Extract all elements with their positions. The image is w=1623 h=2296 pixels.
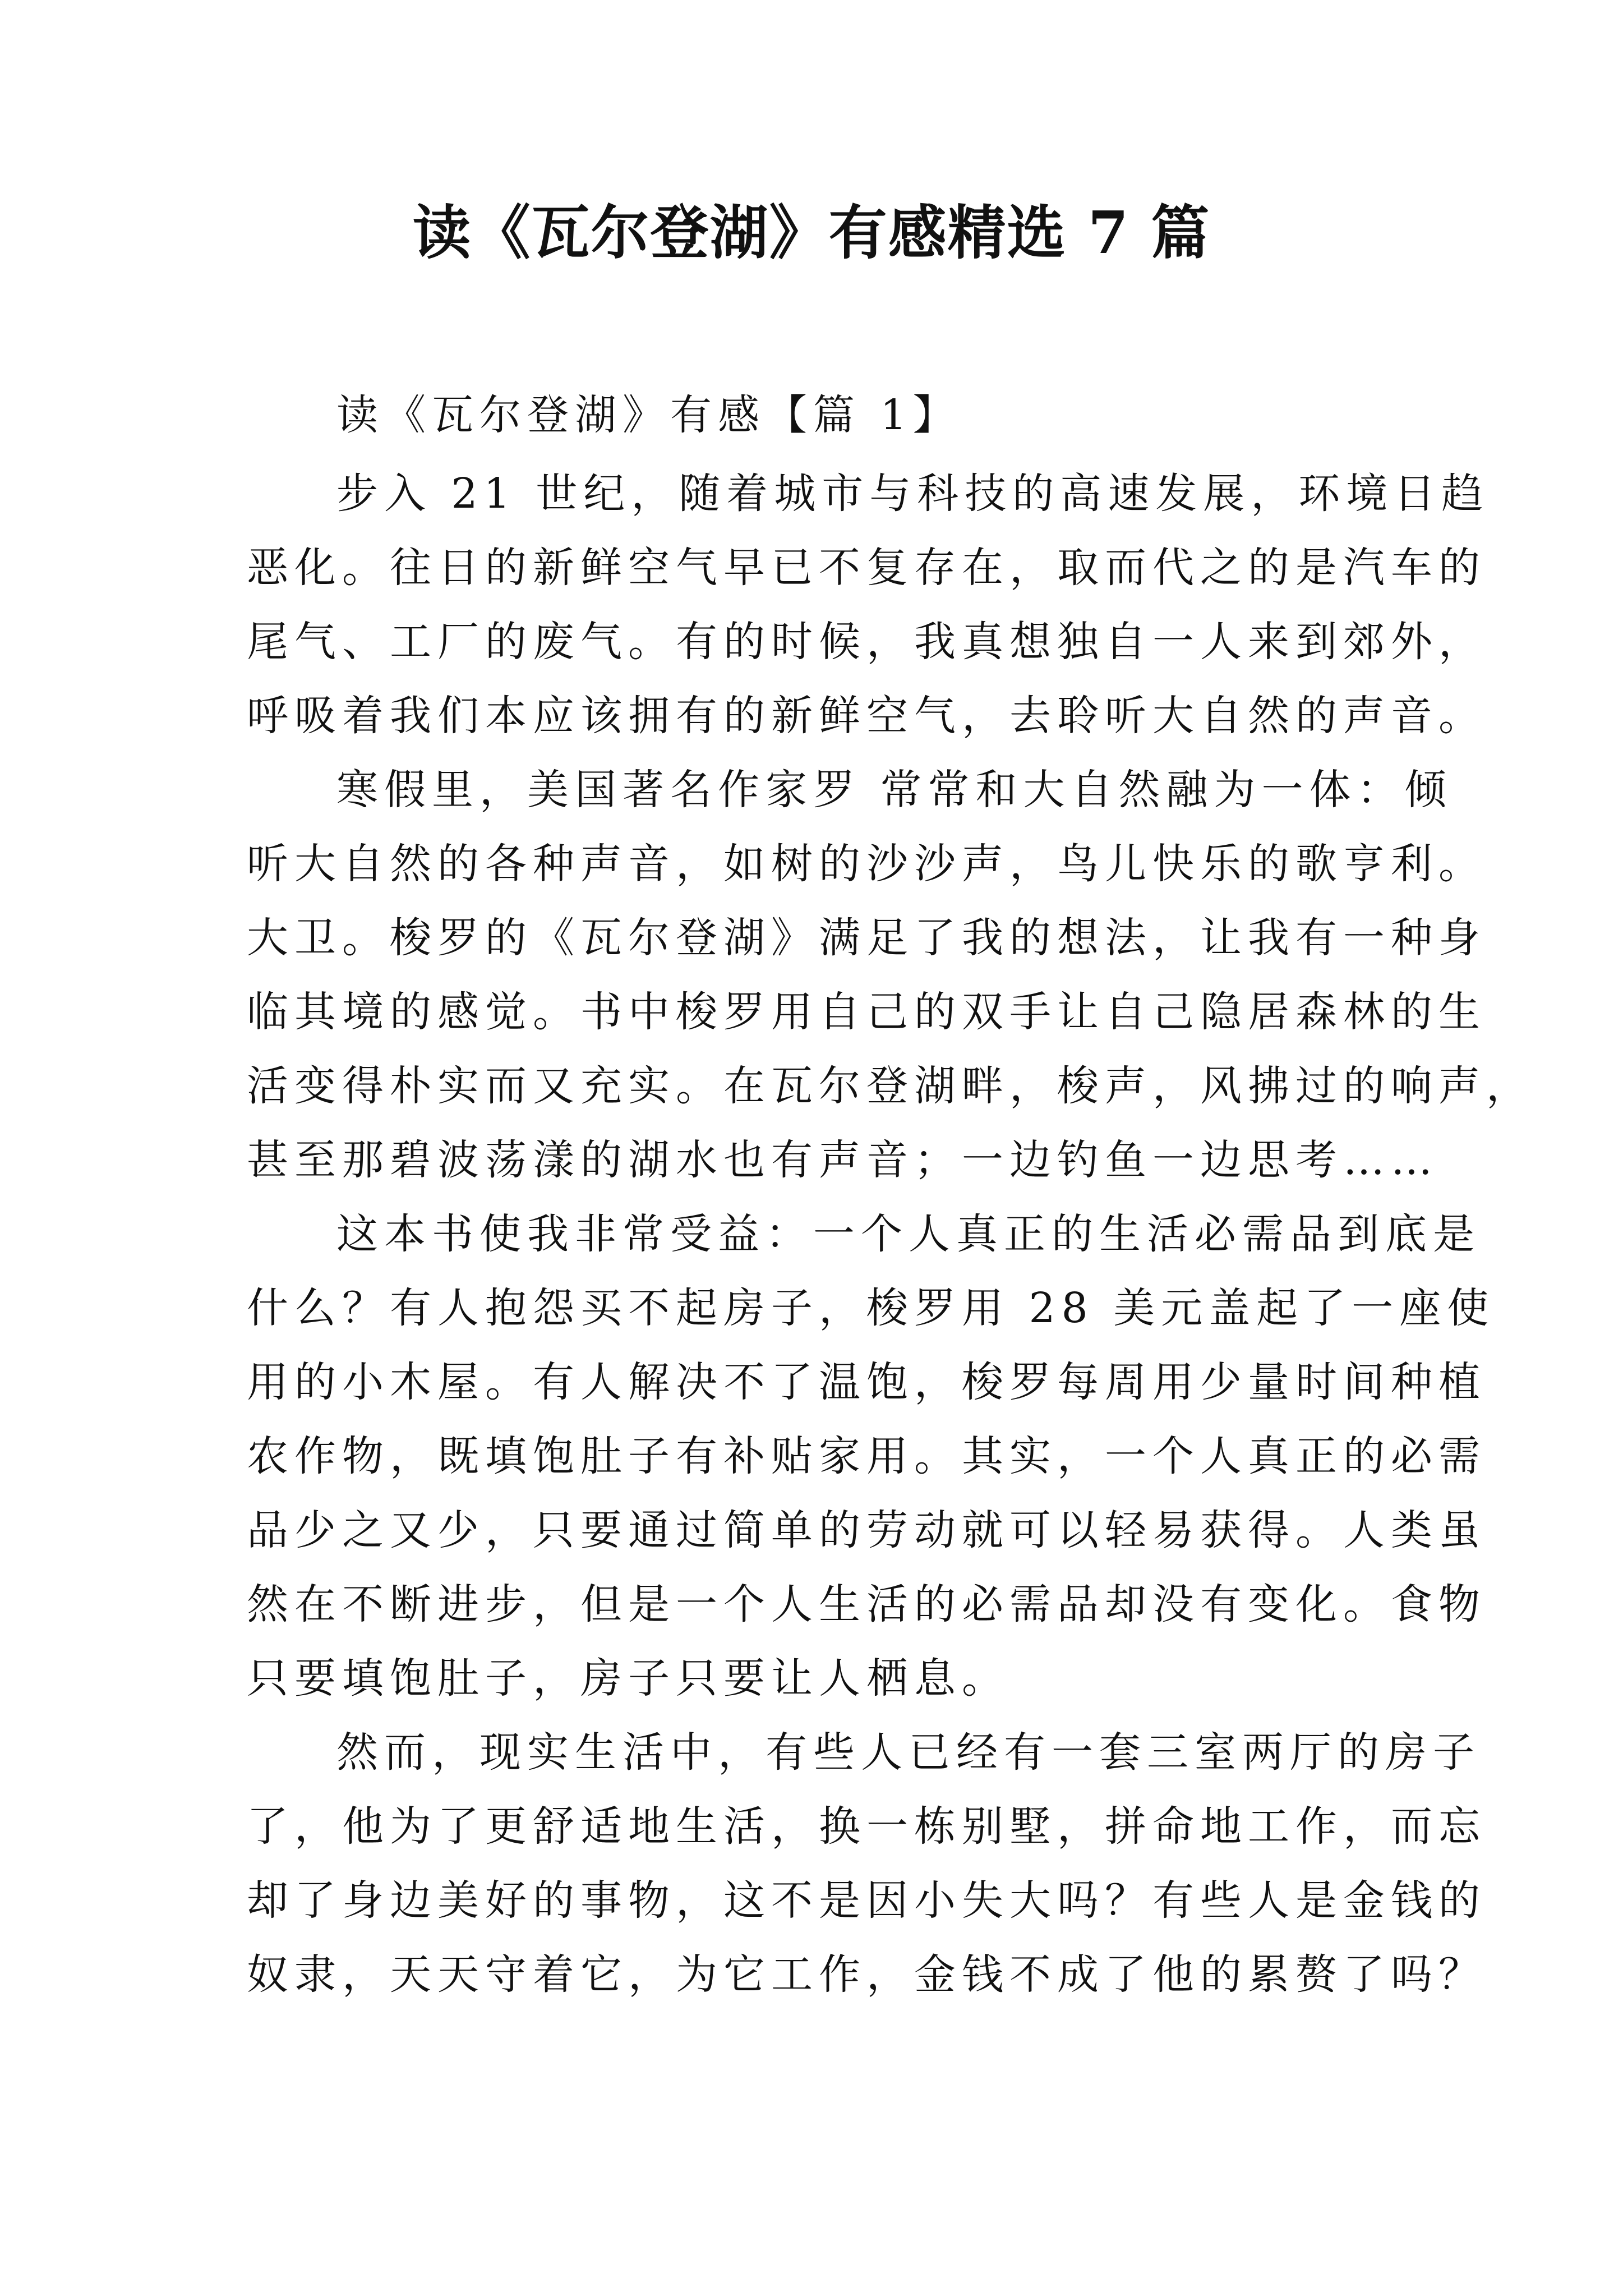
body-line: 只要填饱肚子，房子只要让人栖息。 [247,1654,1009,1703]
body-line: 甚至那碧波荡漾的湖水也有声音；一边钓鱼一边思考…… [247,1136,1438,1184]
body-line: 呼吸着我们本应该拥有的新鲜空气，去聆听大自然的声音。 [247,692,1486,740]
body-line: 然而，现实生活中，有些人已经有一套三室两厅的房子 [336,1728,1481,1777]
body-line: 活变得朴实而又充实。在瓦尔登湖畔，梭声，风拂过的响声， [247,1062,1534,1110]
body-line: 用的小木屋。有人解决不了温饱，梭罗每周用少量时间种植 [247,1358,1486,1406]
section-heading: 读《瓦尔登湖》有感【篇 1】 [336,391,961,439]
body-line: 临其境的感觉。书中梭罗用自己的双手让自己隐居森林的生 [247,988,1486,1036]
body-line: 大卫。梭罗的《瓦尔登湖》满足了我的想法，让我有一种身 [247,914,1486,962]
body-line: 尾气、工厂的废气。有的时候，我真想独自一人来到郊外， [247,618,1486,666]
document-title: 读《瓦尔登湖》有感精选 7 篇 [412,198,1211,267]
body-line: 然在不断进步，但是一个人生活的必需品却没有变化。食物 [247,1580,1486,1628]
body-line: 奴隶，天天守着它，为它工作，金钱不成了他的累赘了吗？ [247,1950,1486,1999]
body-line: 恶化。往日的新鲜空气早已不复存在，取而代之的是汽车的 [247,544,1486,592]
body-line: 农作物，既填饱肚子有补贴家用。其实，一个人真正的必需 [247,1432,1486,1480]
body-line: 了，他为了更舒适地生活，换一栋别墅，拼命地工作，而忘 [247,1802,1486,1851]
body-line: 听大自然的各种声音，如树的沙沙声，鸟儿快乐的歌亨利。 [247,840,1486,888]
body-line: 什么？有人抱怨买不起房子，梭罗用 28 美元盖起了一座使 [247,1284,1495,1332]
body-line: 却了身边美好的事物，这不是因小失大吗？有些人是金钱的 [247,1876,1486,1925]
body-line: 这本书使我非常受益：一个人真正的生活必需品到底是 [336,1210,1481,1258]
body-line: 寒假里，美国著名作家罗 常常和大自然融为一体：倾 [336,766,1453,814]
body-line: 品少之又少，只要通过简单的劳动就可以轻易获得。人类虽 [247,1506,1486,1554]
body-line: 步入 21 世纪，随着城市与科技的高速发展，环境日趋 [336,470,1490,518]
